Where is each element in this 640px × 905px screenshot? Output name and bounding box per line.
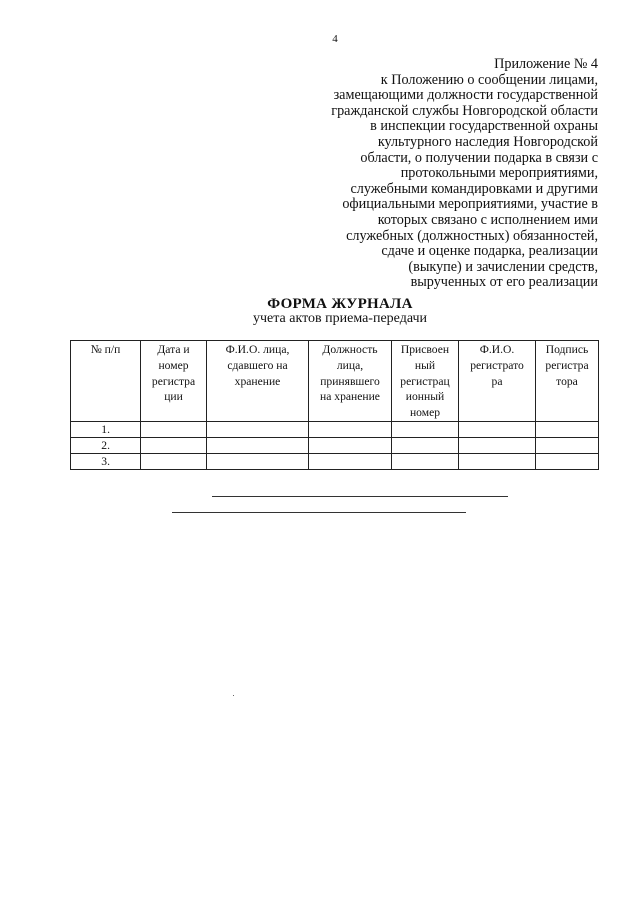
appendix-line: сдаче и оценке подарка, реализации bbox=[381, 243, 598, 260]
col-header-registrar-signature: Подпись регистра тора bbox=[536, 341, 599, 422]
separator-line bbox=[172, 512, 466, 513]
row-number: 2. bbox=[71, 437, 141, 453]
table-row bbox=[71, 437, 599, 453]
table-cell bbox=[207, 453, 309, 469]
appendix-line: к Положению о сообщении лицами, bbox=[380, 71, 598, 88]
appendix-reference bbox=[268, 57, 598, 291]
row-number: 1. bbox=[71, 421, 141, 437]
appendix-line: официальными мероприятиями, участие в bbox=[342, 196, 598, 213]
table-cell bbox=[141, 453, 207, 469]
col-header-registrar-name: Ф.И.О. регистрато ра bbox=[459, 341, 536, 422]
appendix-line: протокольными мероприятиями, bbox=[400, 165, 598, 182]
page-number: 4 bbox=[332, 33, 338, 45]
form-subtitle: учета актов приема-передачи bbox=[252, 311, 427, 326]
appendix-line: вырученных от его реализации bbox=[410, 274, 598, 291]
col-header-number: № п/п bbox=[71, 341, 141, 422]
col-header-receiver-position: Должность лица, принявшего на хранение bbox=[309, 341, 392, 422]
appendix-line: (выкупе) и зачислении средств, bbox=[408, 258, 598, 275]
table-cell bbox=[459, 437, 536, 453]
scan-speck bbox=[233, 695, 234, 696]
journal-table bbox=[70, 340, 599, 470]
table-cell bbox=[459, 453, 536, 469]
appendix-line: культурного наследия Новгородской bbox=[377, 133, 598, 150]
form-title: ФОРМА ЖУРНАЛА bbox=[267, 296, 413, 312]
appendix-line: гражданской службы Новгородской области bbox=[331, 102, 598, 119]
separator-line bbox=[212, 496, 508, 497]
table-cell bbox=[309, 421, 392, 437]
appendix-line: служебных (должностных) обязанностей, bbox=[346, 227, 598, 244]
table-cell bbox=[392, 437, 459, 453]
col-header-date: Дата и номер регистра ции bbox=[141, 341, 207, 422]
table-cell bbox=[392, 421, 459, 437]
table-cell bbox=[392, 453, 459, 469]
table-cell bbox=[459, 421, 536, 437]
table-cell bbox=[141, 421, 207, 437]
appendix-line: области, о получении подарка в связи с bbox=[360, 149, 598, 166]
table-cell bbox=[536, 421, 599, 437]
table-cell bbox=[309, 453, 392, 469]
appendix-line: замещающими должности государственной bbox=[333, 87, 598, 104]
table-cell bbox=[536, 453, 599, 469]
table-cell bbox=[141, 437, 207, 453]
table-row bbox=[71, 453, 599, 469]
appendix-line: которых связано с исполнением ими bbox=[377, 211, 598, 228]
table-cell bbox=[207, 437, 309, 453]
appendix-line: служебными командировками и другими bbox=[350, 180, 598, 197]
appendix-line: Приложение № 4 bbox=[494, 56, 598, 72]
table-cell bbox=[536, 437, 599, 453]
col-header-reg-number: Присвоен ный регистрац ионный номер bbox=[392, 341, 459, 422]
table-header-row bbox=[71, 341, 599, 422]
appendix-line: в инспекции государственной охраны bbox=[370, 118, 598, 135]
col-header-submitter: Ф.И.О. лица, сдавшего на хранение bbox=[207, 341, 309, 422]
table-cell bbox=[207, 421, 309, 437]
table-row bbox=[71, 421, 599, 437]
table-cell bbox=[309, 437, 392, 453]
row-number: 3. bbox=[71, 453, 141, 469]
